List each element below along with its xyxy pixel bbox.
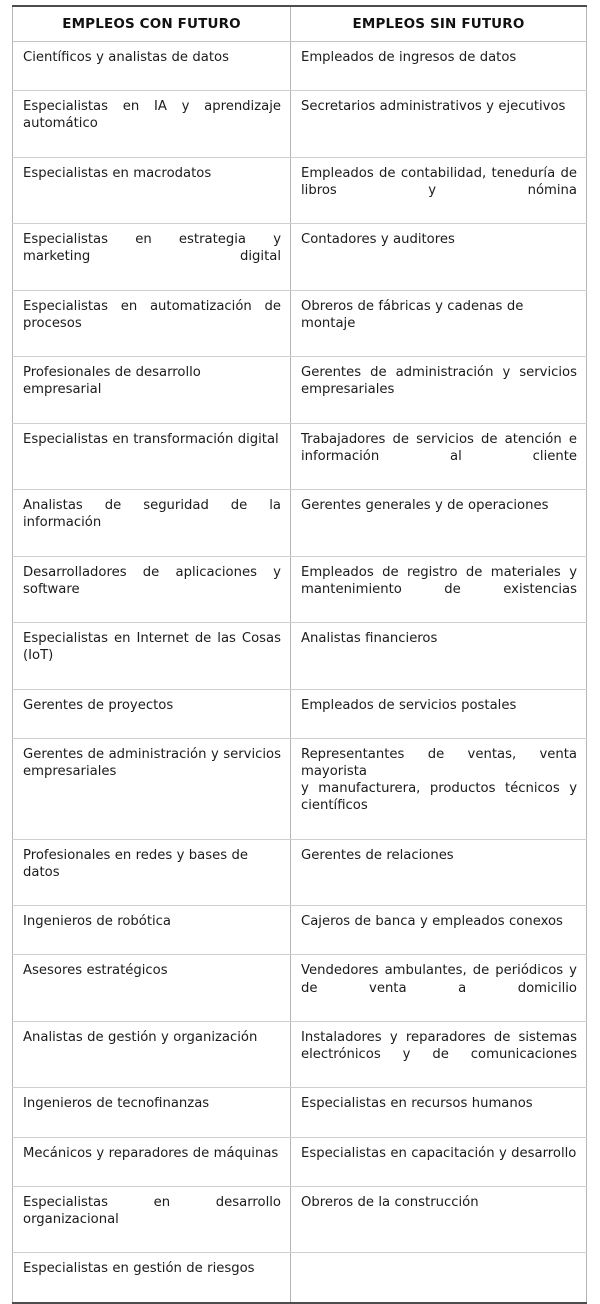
cell-text: Especialistas en Internet de las Cosas (IoT) [23, 631, 281, 664]
table-row [13, 955, 587, 1021]
cell-empleo-con-futuro [13, 1186, 291, 1252]
table-row [13, 290, 587, 356]
cell-empleo-con-futuro [13, 689, 291, 738]
cell-text: Empleados de ingresos de datos [301, 50, 517, 65]
cell-empleo-sin-futuro [291, 1186, 587, 1252]
table-row [13, 91, 587, 157]
cell-empleo-con-futuro [13, 157, 291, 223]
cell-empleo-con-futuro [13, 839, 291, 905]
cell-empleo-con-futuro [13, 1021, 291, 1087]
cell-text: Contadores y auditores [301, 232, 455, 248]
cell-empleo-sin-futuro [291, 42, 587, 91]
cell-empleo-con-futuro [13, 623, 291, 689]
cell-text: Obreros de fábricas y cadenas de montaje [301, 298, 524, 331]
table-row [13, 490, 587, 556]
cell-text: Especialistas en capacitación y desarrollo [301, 1145, 577, 1161]
cell-empleo-sin-futuro [291, 290, 587, 356]
cell-empleo-sin-futuro [291, 423, 587, 489]
cell-text: Ingenieros de robótica [23, 914, 172, 930]
cell-text: Empleados de servicios postales [301, 697, 517, 713]
column-header-empleos-con-futuro: EMPLEOS CON FUTURO [13, 6, 291, 42]
table-row [13, 224, 587, 290]
cell-empleo-sin-futuro [291, 1021, 587, 1087]
cell-empleo-sin-futuro [291, 623, 587, 689]
cell-text: Analistas financieros [301, 631, 438, 647]
table-row [13, 1253, 587, 1303]
table-header [13, 6, 587, 42]
cell-empleo-sin-futuro [291, 738, 587, 839]
cell-text [301, 746, 577, 832]
cell-empleo-sin-futuro [291, 556, 587, 622]
cell-empleo-con-futuro [13, 490, 291, 556]
cell-empleo-con-futuro [13, 906, 291, 955]
cell-empleo-sin-futuro [291, 689, 587, 738]
cell-empleo-sin-futuro [291, 955, 587, 1021]
table-row [13, 1137, 587, 1186]
cell-text: Gerentes de relaciones [301, 847, 454, 863]
cell-empleo-sin-futuro [291, 1137, 587, 1186]
cell-text: Gerentes de proyectos [23, 697, 174, 713]
table-row [13, 42, 587, 91]
cell-text: Gerentes de administración y servicios empresariales [301, 365, 577, 398]
cell-text: Profesionales de desarrollo empresarial [23, 365, 201, 398]
cell-text: Desarrolladores de aplicaciones y software [23, 564, 281, 597]
cell-empleo-sin-futuro [291, 224, 587, 290]
cell-text: Empleados de contabilidad, teneduría de libros y nómina [301, 165, 577, 198]
cell-empleo-con-futuro [13, 556, 291, 622]
cell-text-line: y manufacturera, productos técnicos y científicos [301, 781, 577, 814]
cell-text: Científicos y analistas de datos [23, 50, 229, 65]
cell-empleo-con-futuro [13, 42, 291, 91]
cell-empleo-sin-futuro [291, 91, 587, 157]
cell-text: Gerentes generales y de operaciones [301, 498, 549, 514]
cell-empleo-sin-futuro [291, 357, 587, 423]
table-body [13, 42, 587, 1303]
cell-text [301, 1260, 577, 1277]
cell-text-line: Representantes de ventas, venta mayorista [301, 746, 577, 779]
cell-text: Especialistas en IA y aprendizaje automático [23, 99, 281, 132]
cell-text: Vendedores ambulantes, de periódicos y de venta a domicilio [301, 963, 577, 996]
cell-empleo-sin-futuro [291, 490, 587, 556]
table-row [13, 1186, 587, 1252]
cell-text: Especialistas en estrategia y marketing digital [23, 232, 281, 265]
table-row [13, 157, 587, 223]
header-row [13, 6, 587, 42]
cell-empleo-sin-futuro [291, 157, 587, 223]
cell-empleo-con-futuro [13, 224, 291, 290]
cell-text: Secretarios administrativos y ejecutivos [301, 99, 566, 115]
jobs-comparison-table [12, 5, 587, 1304]
cell-empleo-con-futuro [13, 91, 291, 157]
table-row [13, 423, 587, 489]
cell-empleo-con-futuro [13, 955, 291, 1021]
cell-empleo-con-futuro [13, 1253, 291, 1303]
cell-text: Empleados de registro de materiales y mantenimiento de existencias [301, 564, 577, 597]
table-row [13, 906, 587, 955]
table-row [13, 1088, 587, 1137]
cell-empleo-sin-futuro [291, 1088, 587, 1137]
table-row [13, 738, 587, 839]
cell-empleo-con-futuro [13, 1088, 291, 1137]
cell-empleo-sin-futuro [291, 906, 587, 955]
cell-text: Instaladores y reparadores de sistemas electrónicos y de comunicaciones [301, 1029, 577, 1063]
cell-empleo-sin-futuro [291, 839, 587, 905]
table-row [13, 556, 587, 622]
cell-text: Ingenieros de tecnofinanzas [23, 1096, 210, 1112]
cell-text: Especialistas en desarrollo organizacional [23, 1194, 281, 1228]
column-header-empleos-sin-futuro: EMPLEOS SIN FUTURO [291, 6, 587, 42]
table-row [13, 357, 587, 423]
table-row [13, 1021, 587, 1087]
cell-text: Cajeros de banca y empleados conexos [301, 914, 563, 930]
cell-empleo-con-futuro [13, 423, 291, 489]
cell-text: Especialistas en macrodatos [23, 165, 212, 181]
cell-text: Analistas de seguridad de la información [23, 498, 281, 531]
cell-text: Gerentes de administración y servicios empresariales [23, 746, 281, 779]
cell-text: Obreros de la construcción [301, 1194, 479, 1210]
cell-text: Profesionales en redes y bases de datos [23, 847, 248, 880]
table-row [13, 839, 587, 905]
cell-text: Analistas de gestión y organización [23, 1029, 258, 1045]
cell-text: Especialistas en recursos humanos [301, 1096, 533, 1112]
table-row [13, 689, 587, 738]
cell-text: Mecánicos y reparadores de máquinas [23, 1145, 279, 1161]
cell-empleo-con-futuro [13, 290, 291, 356]
cell-text: Especialistas en gestión de riesgos [23, 1261, 255, 1277]
cell-text: Especialistas en automatización de procesos [23, 298, 281, 331]
cell-text: Especialistas en transformación digital [23, 431, 279, 447]
table-row [13, 623, 587, 689]
cell-empleo-con-futuro [13, 1137, 291, 1186]
cell-text: Trabajadores de servicios de atención e información al cliente [301, 431, 577, 464]
cell-empleo-con-futuro [13, 738, 291, 839]
cell-empleo-con-futuro [13, 357, 291, 423]
cell-empleo-sin-futuro [291, 1253, 587, 1303]
cell-text: Asesores estratégicos [23, 963, 168, 979]
